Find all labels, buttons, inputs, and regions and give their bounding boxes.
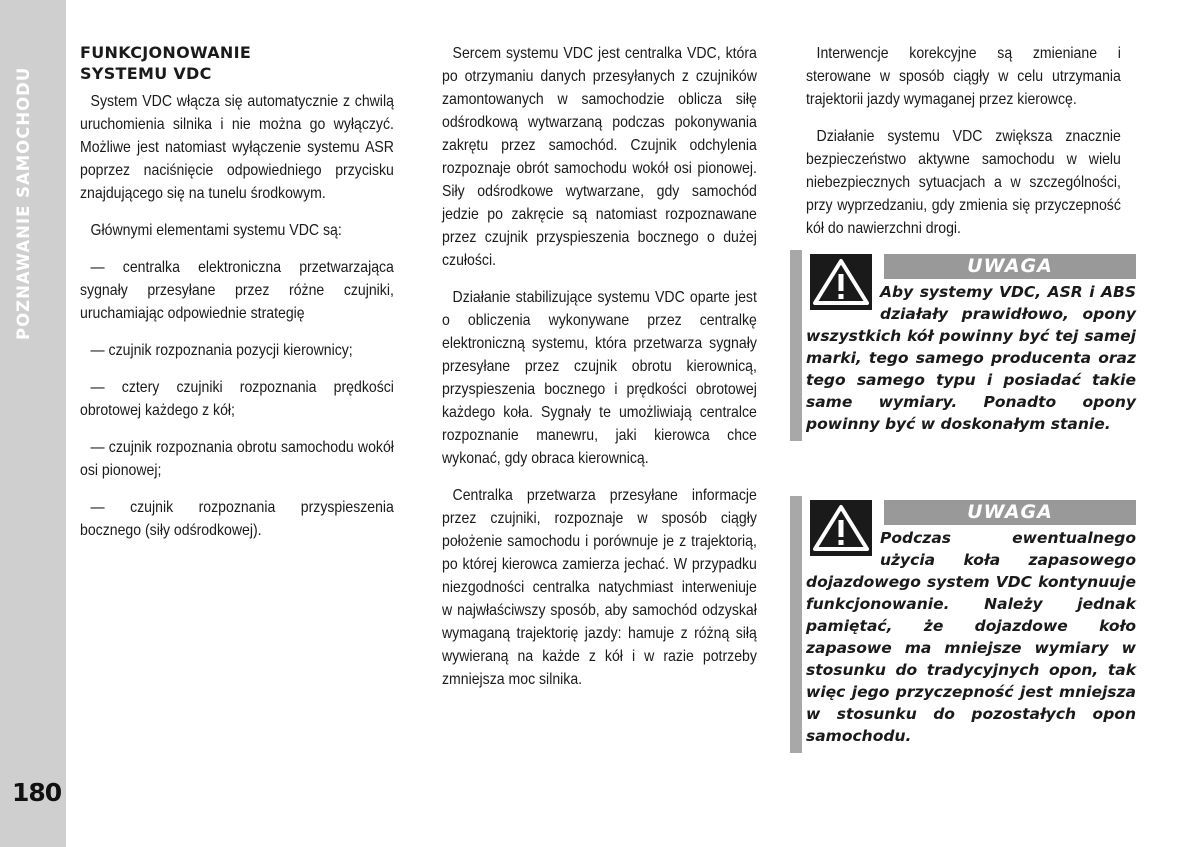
paragraph: Centralka przetwarza przesyłane informacje przez czujniki, rozpoznaje w sposób ciągły położenie samochodu i porównuje je z trajektorią, po której kierowca zamierza jechać. W przypadku niezgodności centralka natychmiast interweniuje w najwłaściwszy sposób, aby samochód odzyskał wymaganą trajektorię jazdy: hamuje z różną siłą wywieraną na każde z kół i w razie potrzeby zmniejsza moc silnika. [442, 487, 757, 688]
heading-line-1: FUNKCJONOWANIE [80, 43, 252, 62]
paragraph: Działanie stabilizujące systemu VDC oparte jest o obliczenia wykonywane przez centralkę elektroniczną systemu, która przetwarza sygnały przesyłane przez czujnik obrotu kierownicą, przyspieszenia bocznego i prędkości obrotowej każdego koła. Sygnały te umożliwiają centralce rozpoznanie manewru, jaki kierowca chce wykonać, gdy obraca kierownicą. [442, 289, 757, 467]
warning-box [790, 250, 1136, 441]
list-item: — centralka elektroniczna przetwarzająca sygnały przesyłane przez różne czujniki, uruchamiając odpowiednie strategię [80, 259, 394, 322]
paragraph: Interwencje korekcyjne są zmieniane i sterowane w sposób ciągły w celu utrzymania trajektorii jazdy wymaganej przez kierowcę. [806, 45, 1121, 108]
warning-text: Aby systemy VDC, ASR i ABS działały prawidłowo, opony wszystkich kół powinny być tej samej marki, tego samego producenta oraz tego samego typu i posiadać takie same wymiary. Ponadto opony powinny być w doskonałym stanie. [806, 283, 1136, 433]
column-1 [80, 42, 394, 556]
list-item: — czujnik rozpoznania przyspieszenia bocznego (siły odśrodkowej). [80, 499, 394, 539]
warning-title: UWAGA [884, 254, 1136, 279]
warning-title: UWAGA [884, 500, 1136, 525]
paragraph: Głównymi elementami systemu VDC są: [90, 222, 342, 239]
sidebar [0, 0, 66, 847]
warning-text: Podczas ewentualnego użycia koła zapasowego dojazdowego system VDC kontynuuje funkcjonowanie. Należy jednak pamiętać, że dojazdowe koło zapasowe ma mniejsze wymiary w stosunku do tradycyjnych opon, tak więc jego przyczepność jest mniejsza w stosunku do pozostałych opon samochodu. [806, 529, 1136, 745]
paragraph: Sercem systemu VDC jest centralka VDC, która po otrzymaniu danych przesyłanych z czujników zamontowanych w samochodzie oblicza siłę odśrodkową wytwarzaną podczas pokonywania zakrętu przez samochód. Czujnik odchylenia rozpoznaje obrót samochodu wokół osi pionowej. Siły odśrodkowe wytwarzane, gdy samochód jedzie po zakręcie są natomiast rozpoznawane przez czujnik przyspieszenia bocznego o dużej czułości. [442, 45, 757, 269]
list-item: — czujnik rozpoznania pozycji kierownicy; [90, 342, 353, 359]
page-number: 180 [12, 778, 62, 807]
warning-triangle-icon [810, 254, 872, 310]
list-item: — czujnik rozpoznania obrotu samochodu wokół osi pionowej; [80, 439, 394, 479]
section-title: POZNAWANIE SAMOCHODU [14, 66, 33, 340]
list-item: — cztery czujniki rozpoznania prędkości obrotowej każdego z kół; [80, 379, 394, 419]
paragraph: Działanie systemu VDC zwiększa znacznie bezpieczeństwo aktywne samochodu w wielu niebezpiecznych sytuacjach a w szczególności, przy wyprzedzaniu, gdy zmienia się przyczepność kół do nawierzchni drogi. [806, 128, 1121, 237]
column-2 [442, 42, 757, 705]
warning-box [790, 496, 1136, 753]
heading-line-2: SYSTEMU VDC [80, 64, 212, 83]
paragraph: System VDC włącza się automatycznie z chwilą uruchomienia silnika i nie można go wyłączyć. Możliwe jest natomiast wyłączenie systemu ASR poprzez naciśnięcie odpowiedniego przycisku znajdującego się na tunelu środkowym. [80, 93, 394, 202]
column-3 [806, 42, 1121, 254]
warning-triangle-icon [810, 500, 872, 556]
page-heading [80, 42, 394, 84]
